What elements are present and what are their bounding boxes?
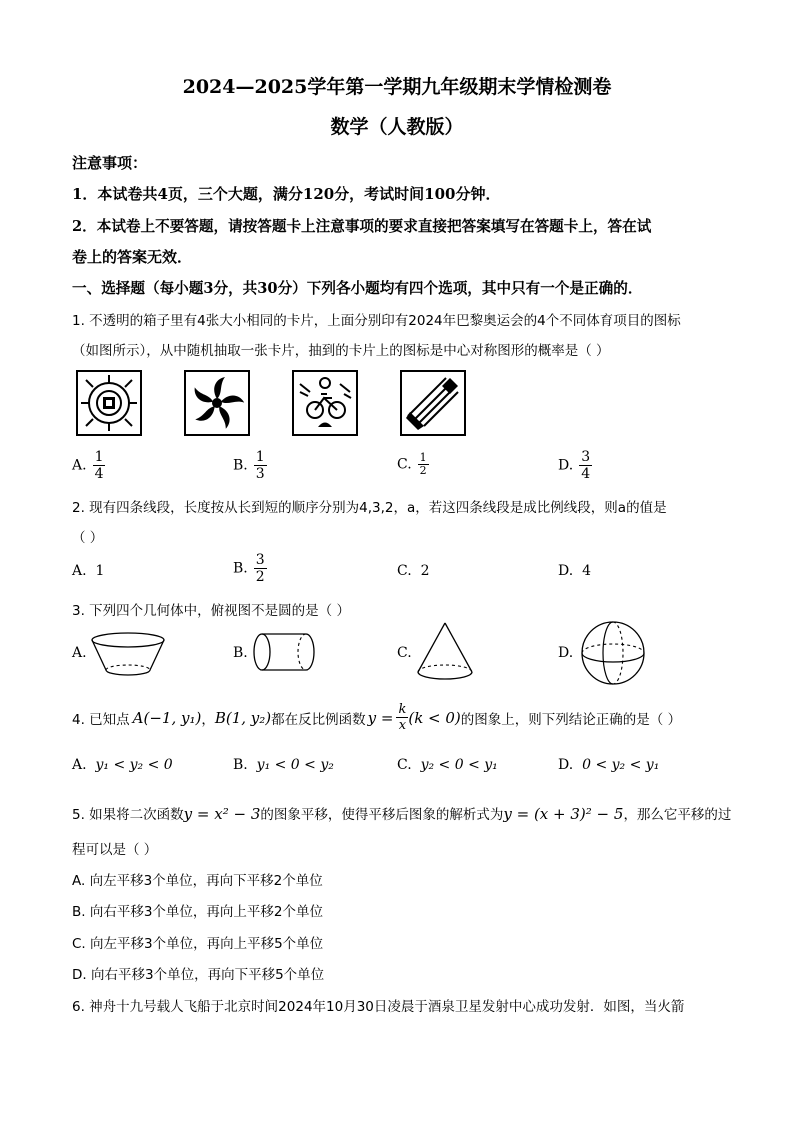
q3-option-c-label[interactable]: C. — [397, 645, 412, 661]
question-2-text-cont: （ ） — [72, 530, 104, 546]
q3-option-a-label[interactable]: A. — [72, 645, 87, 661]
q1-option-d[interactable]: D. $\frac{3}{4}$ — [558, 449, 591, 482]
badminton-icon — [400, 370, 466, 436]
question-1-text-cont: （如图所示），从中随机抽取一张卡片，抽到的卡片上的图标是中心对称图形的概率是（ ） — [72, 343, 610, 359]
q4-option-d[interactable]: D. 0 < y₂ < y₁ — [558, 757, 660, 773]
notes-item-2: 2．本试卷上不要答题，请按答题卡上注意事项的要求直接把答案填写在答题卡上，答在试 — [72, 218, 652, 235]
q5-option-d[interactable]: D. 向右平移3个单位，再向下平移5个单位 — [72, 967, 325, 983]
q5-option-a[interactable]: A. 向左平移3个单位，再向下平移2个单位 — [72, 873, 323, 889]
page-subtitle: 数学（人教版） — [330, 116, 464, 138]
cone-shape — [412, 620, 478, 686]
q5-option-b[interactable]: B. 向右平移3个单位，再向上平移2个单位 — [72, 904, 324, 920]
question-6-text: 6. 神舟十九号载人飞船于北京时间2024年10月30日凌晨于酒泉卫星发射中心成功发射．如图，当火箭 — [72, 999, 685, 1015]
q4-option-a[interactable]: A. y₁ < y₂ < 0 — [72, 757, 173, 773]
q2-option-a[interactable]: A. 1 — [72, 563, 105, 579]
q1-option-c[interactable]: C. $\frac{1}{2}$ — [397, 451, 427, 477]
notes-item-1: 1．本试卷共4页，三个大题，满分120分，考试时间100分钟． — [72, 185, 501, 203]
page-title: 2024—2025学年第一学期九年级期末学情检测卷 — [182, 76, 612, 98]
notes-item-2-cont: 卷上的答案无效． — [72, 248, 193, 266]
q4-option-b[interactable]: B. y₁ < 0 < y₂ — [233, 757, 334, 773]
q1-option-b[interactable]: B. $\frac{1}{3}$ — [233, 449, 265, 482]
frustum-shape — [88, 630, 170, 680]
cylinder-shape — [250, 630, 320, 676]
archery-icon — [76, 370, 142, 436]
breaking-icon — [184, 370, 250, 436]
cycling-icon — [292, 370, 358, 436]
q4-option-c[interactable]: C. y₂ < 0 < y₁ — [397, 757, 498, 773]
q2-option-b[interactable]: B. $\frac{3}{2}$ — [233, 552, 265, 585]
q1-option-a[interactable]: A. $\frac{1}{4}$ — [72, 449, 104, 482]
q2-option-d[interactable]: D. 4 — [558, 563, 592, 579]
section-heading: 一、选择题（每小题3分，共30分）下列各小题均有四个选项，其中只有一个是正确的． — [72, 280, 643, 297]
question-3-text: 3. 下列四个几何体中，俯视图不是圆的是（ ） — [72, 603, 350, 619]
question-5-text-cont: 程可以是（ ） — [72, 842, 158, 858]
question-1-text: 1. 不透明的箱子里有4张大小相同的卡片，上面分别印有2024年巴黎奥运会的4个不同体育项目的图标 — [72, 313, 681, 329]
q2-option-c[interactable]: C. 2 — [397, 563, 430, 579]
question-4-text: 4. 已知点 A(−1, y₁) ， B(1, y₂) 都在反比例函数 y = $\frac{k}{x}$ (k < 0) 的图象上，则下列结论正确的是（ ） — [72, 702, 682, 733]
notes-heading: 注意事项： — [72, 154, 148, 172]
q5-option-c[interactable]: C. 向左平移3个单位，再向上平移5个单位 — [72, 936, 324, 952]
question-5-text: 5. 如果将二次函数y = x² − 3的图象平移，使得平移后图象的解析式为y = (x + 3)² − 5，那么它平移的过 — [72, 805, 732, 823]
q3-option-d-label[interactable]: D. — [558, 645, 574, 661]
q3-option-b-label[interactable]: B. — [233, 645, 248, 661]
sphere-shape — [578, 620, 648, 686]
question-2-text: 2. 现有四条线段，长度按从长到短的顺序分别为4,3,2，a，若这四条线段是成比例线段，则a的值是 — [72, 500, 667, 516]
